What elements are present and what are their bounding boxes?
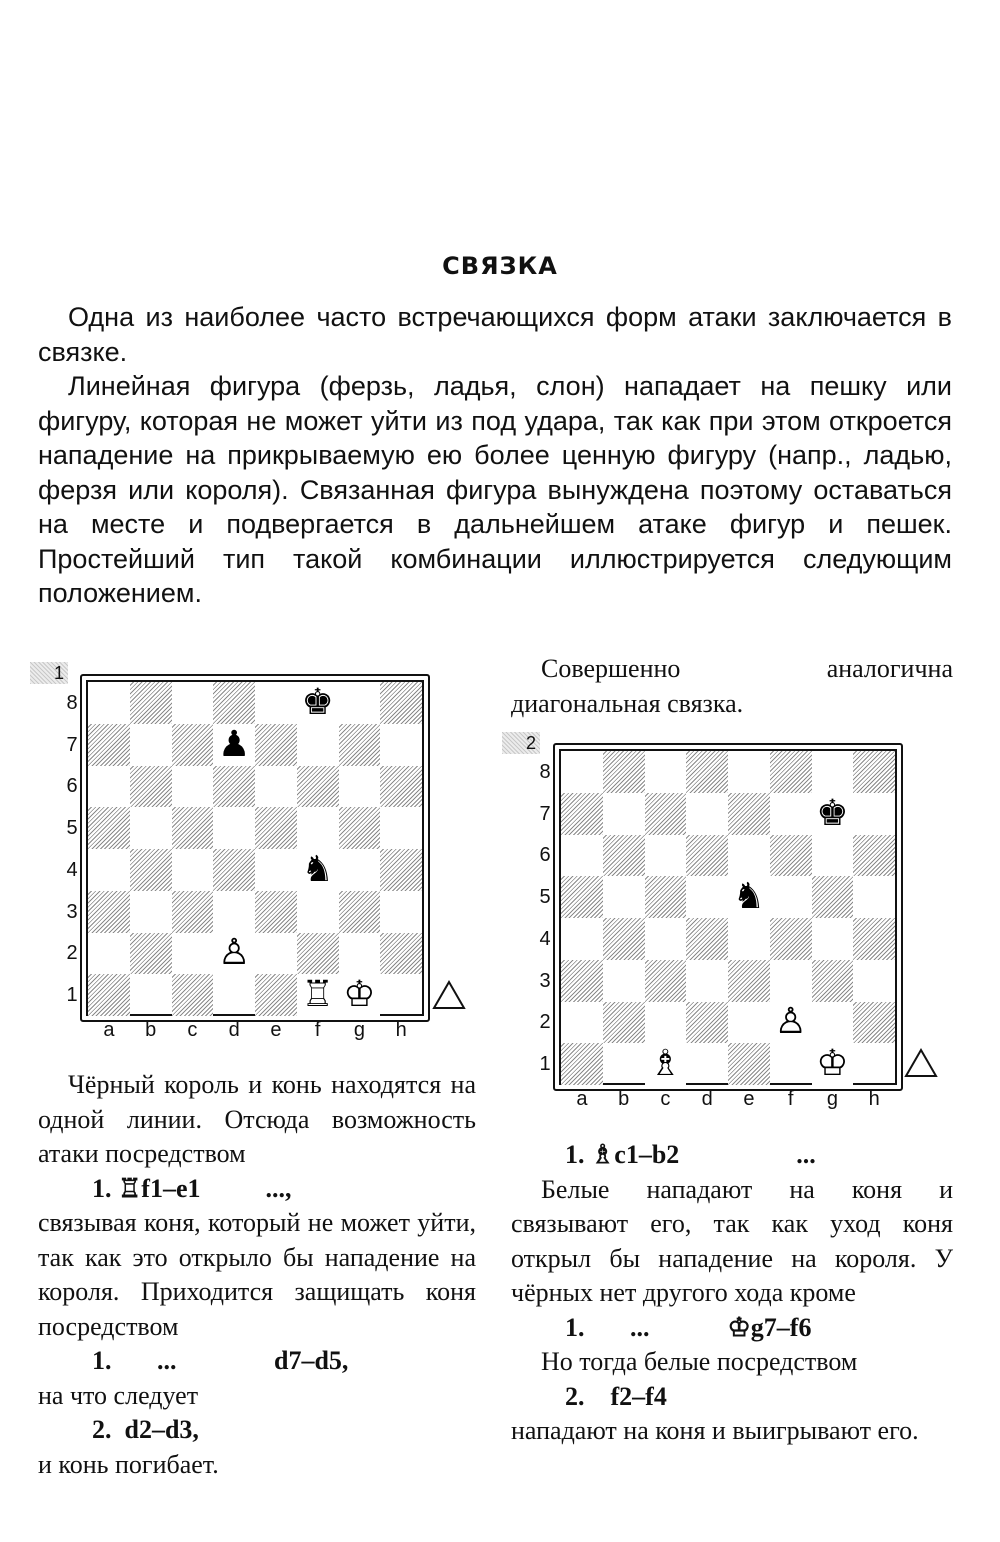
square-h5 xyxy=(853,876,895,918)
file-label: b xyxy=(618,1088,630,1110)
square-e3 xyxy=(728,960,770,1002)
square-b6 xyxy=(603,835,645,877)
move-notation: 1. ... ♔g7–f6 xyxy=(565,1312,812,1342)
square-a7 xyxy=(561,793,603,835)
square-f5 xyxy=(770,876,812,918)
intro-paragraph-1: Одна из наиболее часто встречающихся форм атаки заключается в связке. xyxy=(38,302,952,367)
square-h6 xyxy=(853,835,895,877)
black-knight-piece: ♞ xyxy=(297,849,339,891)
diagram-2-board xyxy=(559,749,897,1085)
file-label: a xyxy=(103,1019,115,1041)
square-c6 xyxy=(645,835,687,877)
square-h1 xyxy=(853,1043,895,1085)
square-b2 xyxy=(130,933,172,975)
white-king-piece: ♔ xyxy=(339,974,381,1016)
square-a1 xyxy=(561,1043,603,1085)
square-g4 xyxy=(812,918,854,960)
square-h8 xyxy=(380,682,422,724)
file-label: d xyxy=(701,1088,713,1110)
square-a4 xyxy=(88,849,130,891)
square-a6 xyxy=(561,835,603,877)
square-g8 xyxy=(339,682,381,724)
black-knight-piece: ♞ xyxy=(728,876,770,918)
square-a8 xyxy=(561,751,603,793)
left-paragraph-4: и конь погибает. xyxy=(38,1449,219,1479)
square-f7 xyxy=(770,793,812,835)
left-paragraph-3: на что следует xyxy=(38,1380,199,1410)
square-h3 xyxy=(853,960,895,1002)
square-e1 xyxy=(728,1043,770,1085)
move-notation: 1. ♗c1–b2 ... xyxy=(565,1140,816,1169)
right-paragraph-2: Белые нападают на коня и связывают его, так как уход коня открыл бы нападение на короля. У чёрных нет другого хода кроме xyxy=(511,1174,953,1307)
square-c5 xyxy=(172,807,214,849)
square-b5 xyxy=(603,876,645,918)
square-b3 xyxy=(130,891,172,933)
square-e2 xyxy=(728,1002,770,1044)
square-f4 xyxy=(770,918,812,960)
intro-paragraph-2: Линейная фигура (ферзь, ладья, слон) нападает на пешку или фигуру, которая не может уйти из под удара, так как при этом откроется нападение на прикрываемую ею более ценную фигуру (напр., ладью, ферзя или короля). Связанная фигура вынуждена поэтому оставаться на месте и подвергается в дальнейшем атаке фигур и пешек. Простейший тип такой комбинации иллюстрируется следующим положением. xyxy=(38,371,952,608)
square-d1 xyxy=(213,974,255,1016)
rank-label: 3 xyxy=(539,969,551,992)
white-bishop-piece: ♗ xyxy=(645,1043,687,1085)
square-c8 xyxy=(645,751,687,793)
square-g4 xyxy=(339,849,381,891)
square-a3 xyxy=(561,960,603,1002)
square-a2 xyxy=(561,1002,603,1044)
square-c1 xyxy=(172,974,214,1016)
square-f3 xyxy=(770,960,812,1002)
white-rook-piece: ♖ xyxy=(297,974,339,1016)
square-g3 xyxy=(339,891,381,933)
rank-label: 2 xyxy=(539,1011,551,1034)
square-c7 xyxy=(645,793,687,835)
square-e1 xyxy=(255,974,297,1016)
file-label: e xyxy=(743,1088,755,1110)
diagram-2-number: 2 xyxy=(502,732,540,754)
diagram-1-number: 1 xyxy=(30,662,68,684)
square-b8 xyxy=(603,751,645,793)
file-label: d xyxy=(228,1019,240,1041)
white-to-move-icon xyxy=(432,980,466,1010)
white-pawn-piece: ♙ xyxy=(213,933,255,975)
square-g6 xyxy=(339,766,381,808)
right-paragraph-3: Но тогда белые посредством xyxy=(541,1347,858,1376)
left-column xyxy=(38,1068,476,1482)
square-e7 xyxy=(728,793,770,835)
square-h7 xyxy=(853,793,895,835)
file-label: c xyxy=(187,1019,198,1041)
square-e4 xyxy=(255,849,297,891)
rank-label: 7 xyxy=(66,733,78,756)
square-h2 xyxy=(380,933,422,975)
right-column xyxy=(511,1138,953,1449)
square-h7 xyxy=(380,724,422,766)
square-e6 xyxy=(255,766,297,808)
square-e6 xyxy=(728,835,770,877)
square-h4 xyxy=(380,849,422,891)
square-a7 xyxy=(88,724,130,766)
square-b7 xyxy=(603,793,645,835)
square-g2 xyxy=(339,933,381,975)
square-a3 xyxy=(88,891,130,933)
left-paragraph-1: Чёрный король и конь находятся на одной линии. Отсюда возможность атаки посредством xyxy=(38,1070,476,1168)
file-label: h xyxy=(868,1088,880,1110)
file-label: b xyxy=(145,1019,157,1041)
square-g5 xyxy=(339,807,381,849)
square-b1 xyxy=(130,974,172,1016)
move-notation: 2. f2–f4 xyxy=(565,1381,667,1411)
square-f5 xyxy=(297,807,339,849)
square-h3 xyxy=(380,891,422,933)
square-d3 xyxy=(686,960,728,1002)
square-a8 xyxy=(88,682,130,724)
black-king-piece: ♚ xyxy=(812,793,854,835)
square-b4 xyxy=(130,849,172,891)
square-a2 xyxy=(88,933,130,975)
square-e7 xyxy=(255,724,297,766)
square-f6 xyxy=(297,766,339,808)
white-pawn-piece: ♙ xyxy=(770,1002,812,1044)
rank-label: 4 xyxy=(66,858,78,881)
square-g7 xyxy=(339,724,381,766)
file-label: g xyxy=(353,1019,365,1041)
square-d7 xyxy=(686,793,728,835)
white-to-move-icon xyxy=(904,1048,938,1078)
right-column-top xyxy=(511,652,953,721)
square-f7 xyxy=(297,724,339,766)
square-c7 xyxy=(172,724,214,766)
square-d4 xyxy=(686,918,728,960)
square-e5 xyxy=(255,807,297,849)
square-b6 xyxy=(130,766,172,808)
square-f2 xyxy=(297,933,339,975)
rank-label: 6 xyxy=(66,775,78,798)
diagram-1-board xyxy=(86,680,424,1016)
file-label: g xyxy=(826,1088,838,1110)
black-king-piece: ♚ xyxy=(297,682,339,724)
square-b4 xyxy=(603,918,645,960)
square-c2 xyxy=(645,1002,687,1044)
rank-label: 1 xyxy=(66,984,78,1007)
rank-label: 4 xyxy=(539,927,551,950)
file-label: f xyxy=(314,1019,321,1041)
square-d2 xyxy=(686,1002,728,1044)
square-c3 xyxy=(645,960,687,1002)
square-c3 xyxy=(172,891,214,933)
left-paragraph-2: связывая коня, который не может уйти, так как это открыло бы нападение на короля. Приходится защищать коня посредством xyxy=(38,1208,476,1341)
move-notation: 1. ... d7–d5, xyxy=(92,1346,349,1375)
square-d8 xyxy=(686,751,728,793)
square-f8 xyxy=(770,751,812,793)
square-e4 xyxy=(728,918,770,960)
rank-label: 1 xyxy=(539,1053,551,1076)
file-label: h xyxy=(395,1019,407,1041)
square-h2 xyxy=(853,1002,895,1044)
square-d3 xyxy=(213,891,255,933)
square-d6 xyxy=(686,835,728,877)
square-b5 xyxy=(130,807,172,849)
square-a4 xyxy=(561,918,603,960)
rank-label: 5 xyxy=(539,886,551,909)
square-e2 xyxy=(255,933,297,975)
move-notation: 2. d2–d3, xyxy=(92,1415,199,1444)
rank-label: 5 xyxy=(66,817,78,840)
section-heading: СВЯЗКА xyxy=(442,252,558,280)
square-g2 xyxy=(812,1002,854,1044)
file-label: a xyxy=(576,1088,588,1110)
right-paragraph-1: Совершенно аналогична диагональная связка. xyxy=(511,654,953,718)
square-e3 xyxy=(255,891,297,933)
square-c6 xyxy=(172,766,214,808)
square-f3 xyxy=(297,891,339,933)
square-a1 xyxy=(88,974,130,1016)
square-d1 xyxy=(686,1043,728,1085)
square-d8 xyxy=(213,682,255,724)
white-king-piece: ♔ xyxy=(812,1043,854,1085)
square-a5 xyxy=(88,807,130,849)
square-c4 xyxy=(645,918,687,960)
move-notation: 1. ♖f1–e1 ..., xyxy=(92,1173,292,1203)
square-b3 xyxy=(603,960,645,1002)
rank-label: 7 xyxy=(539,802,551,825)
square-f1 xyxy=(770,1043,812,1085)
square-h5 xyxy=(380,807,422,849)
file-label: f xyxy=(787,1088,794,1110)
square-g3 xyxy=(812,960,854,1002)
square-e8 xyxy=(728,751,770,793)
square-b8 xyxy=(130,682,172,724)
square-c8 xyxy=(172,682,214,724)
square-a6 xyxy=(88,766,130,808)
file-label: e xyxy=(270,1019,282,1041)
black-pawn-piece: ♟ xyxy=(213,724,255,766)
square-a5 xyxy=(561,876,603,918)
square-c2 xyxy=(172,933,214,975)
square-d5 xyxy=(213,807,255,849)
square-g8 xyxy=(812,751,854,793)
rank-label: 6 xyxy=(539,844,551,867)
square-e8 xyxy=(255,682,297,724)
square-c5 xyxy=(645,876,687,918)
square-d5 xyxy=(686,876,728,918)
square-c4 xyxy=(172,849,214,891)
square-d6 xyxy=(213,766,255,808)
square-f6 xyxy=(770,835,812,877)
right-paragraph-4: нападают на коня и выигрывают его. xyxy=(511,1416,919,1445)
square-h8 xyxy=(853,751,895,793)
rank-label: 2 xyxy=(66,942,78,965)
square-g6 xyxy=(812,835,854,877)
rank-label: 8 xyxy=(66,691,78,714)
square-b1 xyxy=(603,1043,645,1085)
file-label: c xyxy=(660,1088,671,1110)
square-h1 xyxy=(380,974,422,1016)
square-b2 xyxy=(603,1002,645,1044)
rank-label: 8 xyxy=(539,760,551,783)
square-b7 xyxy=(130,724,172,766)
square-d4 xyxy=(213,849,255,891)
square-h4 xyxy=(853,918,895,960)
square-g5 xyxy=(812,876,854,918)
square-h6 xyxy=(380,766,422,808)
rank-label: 3 xyxy=(66,900,78,923)
intro-text xyxy=(38,300,952,611)
